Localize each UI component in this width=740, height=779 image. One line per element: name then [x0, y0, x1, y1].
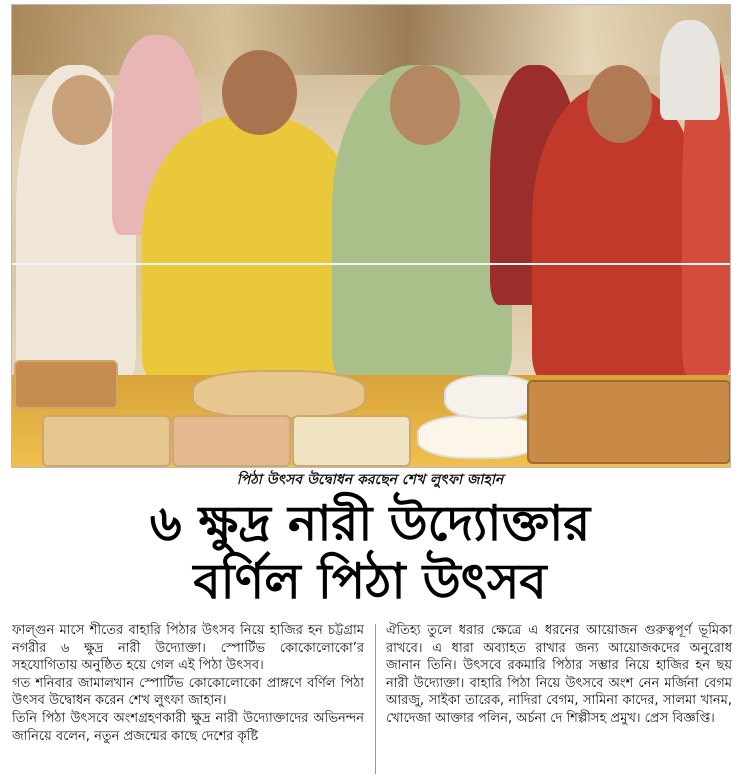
person-yellow-sari: [142, 115, 362, 385]
headline-line-2: বর্ণিল পিঠা উৎসব: [193, 553, 547, 610]
person-head: [222, 50, 297, 135]
paragraph: ফাল্গুন মাসে শীতের বাহারি পিঠার উৎসব নিয়ে হাজির হন চট্টগ্রাম নগরীর ৬ ক্ষুদ্র নারী উদ্যোক্তা। স্পোর্টিভ কোকোলোকো’র সহযোগিতায় অনুষ্ঠিত হয়ে গেল এই পিঠা উৎসব।: [12, 623, 364, 674]
paragraph: গত শনিবার জামালখান স্পোর্টিভ কোকোলোকো প্রাঙ্গণে বর্ণিল পিঠা উৎসব উদ্বোধন করেন শেখ লুৎফা জাহান।: [12, 675, 364, 709]
pitha-plate: [192, 370, 366, 419]
person-head: [587, 65, 652, 143]
paragraph: ঐতিহ্য তুলে ধরার ক্ষেত্রে এ ধরনের আয়োজন গুরুত্বপূর্ণ ভূমিকা রাখবে। এ ধারা অব্যাহত রাখার জন্য আয়োজকদের অনুরোধ জানান তিনি। উৎসবে রকমারি পিঠার সম্ভার নিয়ে হাজির হন ছয় নারী উদ্যোক্তা। বাহারি পিঠা নিয়ে উৎসবে অংশ নেন মর্জিনা বেগম আরজু, সাইকা তারেক, নাদিরা বেগম, সামিনা কাদের, সালমা খানম, খোদেজা আক্তার পলিন, অর্চনা দে শিল্পীসহ প্রমুখ। প্রেস বিজ্ঞপ্তি।: [386, 623, 732, 726]
person-head: [390, 65, 460, 145]
column-divider: [375, 624, 376, 774]
photo-caption: পিঠা উৎসব উদ্বোধন করছেন শেখ লুৎফা জাহান: [236, 472, 504, 488]
paragraph: তিনি পিঠা উৎসবে অংশগ্রহণকারী ক্ষুদ্র নারী উদ্যোক্তাদের অভিনন্দন জানিয়ে বলেন, নতুন প্রজন্মের কাছে দেশের কৃষ্টি: [12, 710, 364, 744]
headline: [0, 496, 740, 612]
headline-line-1: ৬ ক্ষুদ্র নারী উদ্যোক্তার: [149, 495, 591, 552]
pitha-stack: [527, 380, 731, 464]
pitha-left-tray: [14, 360, 118, 409]
white-bowl: [417, 415, 541, 459]
person-head: [52, 75, 112, 145]
article-column-right: [386, 622, 732, 728]
news-photo: [11, 4, 731, 468]
article-column-left: [12, 622, 364, 745]
ribbon: [12, 263, 730, 265]
white-bowl: [444, 375, 538, 419]
person-man-background: [660, 20, 720, 120]
pitha-tray: [172, 415, 291, 467]
pitha-tray: [42, 415, 171, 467]
pitha-tray: [292, 415, 411, 467]
